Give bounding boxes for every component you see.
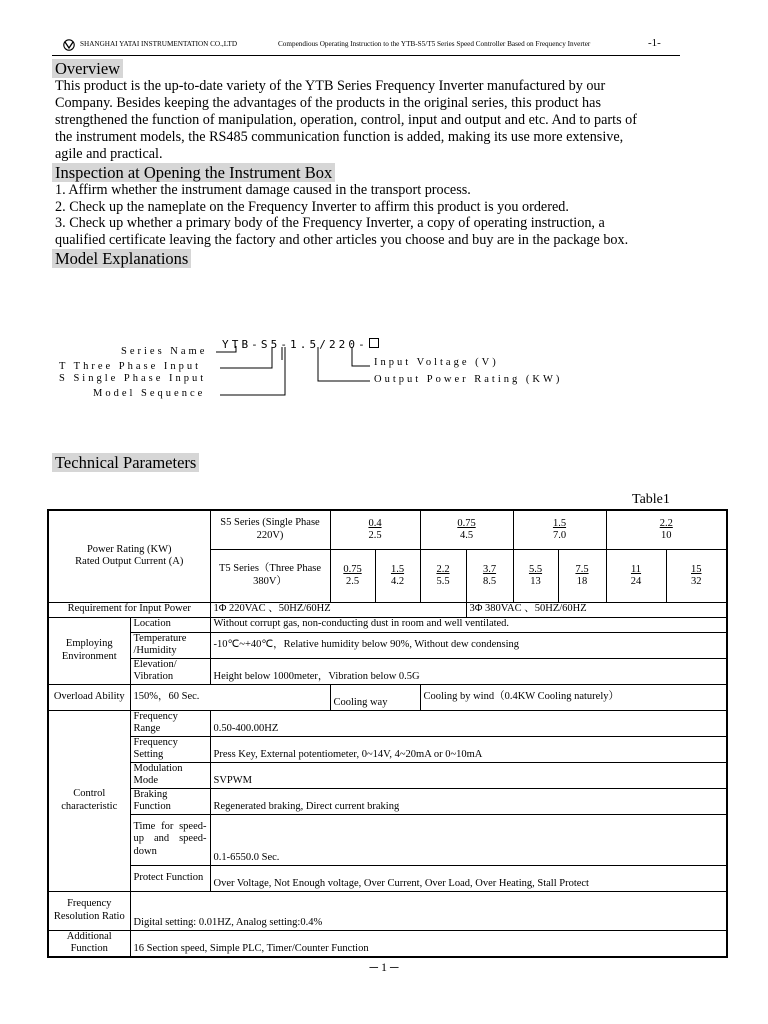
output-power-label: Output Power Rating (KW) [374, 374, 563, 385]
control-item-name: Braking Function [130, 788, 210, 814]
resolution-value: Digital setting: 0.01HZ, Analog setting:0.4% [130, 891, 727, 930]
single-phase-label: S Single Phase Input [59, 373, 207, 384]
footer-page-number: ─ 1 ─ [369, 960, 399, 974]
input-power-label: Requirement for Input Power [48, 602, 210, 617]
input-voltage-leader [352, 347, 370, 366]
inspection-heading: Inspection at Opening the Instrument Box [52, 163, 335, 182]
cooling-value: Cooling by wind（0.4KW Cooling naturely） [420, 684, 727, 710]
control-row [48, 788, 727, 814]
t5-cell [330, 549, 375, 602]
environment-item-value: Without corrupt gas, non-conducting dust in room and well ventilated. [210, 617, 727, 632]
model-heading: Model Explanations [52, 249, 191, 268]
power-value: 15 [691, 563, 702, 575]
control-item-value: SVPWM [210, 762, 727, 788]
overload-row [48, 684, 727, 710]
control-row [48, 814, 727, 865]
power-value: 1.5 [390, 563, 405, 575]
model-sequence-leader [220, 347, 285, 395]
control-item-value: 0.1-6550.0 Sec. [210, 814, 727, 865]
input-power-row [48, 602, 727, 617]
overview-line: strengthened the function of manipulation, operation, control, input and output and etc. And to parts of [55, 112, 637, 128]
overview-line: This product is the up-to-date variety of the YTB Series Frequency Inverter manufactured by our [55, 78, 606, 94]
power-rating-header [48, 510, 210, 602]
current-value: 10 [661, 529, 672, 541]
s5-row [48, 510, 727, 549]
environment-item-name: Temperature /Humidity [130, 632, 210, 658]
inspection-item: qualified certificate leaving the factory and other articles you choose and buy are in the package box. [55, 232, 629, 248]
t5-cell [558, 549, 606, 602]
environment-row [48, 658, 727, 684]
inspection-item: 2. Check up the nameplate on the Frequency Inverter to affirm this product is you ordered. [55, 199, 569, 215]
s5-cell [606, 510, 727, 549]
company-name: SHANGHAI YATAI INSTRUMENTATION CO.,LTD [80, 40, 238, 48]
s5-cell [513, 510, 606, 549]
control-item-name: Frequency Range [130, 710, 210, 736]
power-rating-label: Power Rating (KW) [86, 543, 172, 555]
current-value: 13 [530, 575, 541, 587]
control-row [48, 865, 727, 891]
current-value: 4.5 [459, 529, 474, 541]
s5-cell [420, 510, 513, 549]
overview-heading: Overview [52, 59, 123, 78]
power-value: 3.7 [482, 563, 497, 575]
current-value: 2.5 [368, 529, 382, 541]
resolution-label: Frequency Resolution Ratio [48, 891, 130, 930]
control-item-value: Press Key, External potentiometer, 0~14V, 4~20mA or 0~10mA [210, 736, 727, 762]
power-value: 11 [630, 563, 642, 575]
model-code-text: YTB-S5-1.5/220- [222, 338, 368, 351]
series-name-label: Series Name [121, 346, 208, 357]
control-row [48, 710, 727, 736]
control-row [48, 736, 727, 762]
t5-cell [606, 549, 666, 602]
inspection-item: 3. Check up whether a primary body of the Frequency Inverter, a copy of operating instruction, a [55, 215, 605, 231]
s5-series-label: S5 Series (Single Phase 220V) [210, 510, 330, 549]
current-value: 5.5 [436, 575, 450, 587]
power-value: 7.5 [575, 563, 589, 575]
current-value: 18 [576, 575, 588, 587]
three-phase-label: T Three Phase Input [59, 361, 202, 372]
current-value: 2.5 [345, 575, 360, 587]
s5-cell [330, 510, 420, 549]
input-single-phase: 1Φ 220VAC 、50HZ/60HZ [210, 602, 466, 617]
environment-item-name: Elevation/ Vibration [130, 658, 210, 684]
environment-item-value: Height below 1000meter，Vibration below 0.5G [210, 658, 727, 684]
input-voltage-label: Input Voltage (V) [374, 357, 499, 368]
overload-label: Overload Ability [48, 684, 130, 710]
additional-label: Additional Function [48, 930, 130, 957]
t5-cell [375, 549, 420, 602]
phase-leader [220, 347, 272, 368]
technical-heading: Technical Parameters [52, 453, 199, 472]
t5-cell [513, 549, 558, 602]
t5-cell [666, 549, 727, 602]
overload-value: 150%，60 Sec. [130, 684, 330, 710]
current-value: 24 [630, 575, 642, 587]
environment-label: Employing Environment [48, 617, 130, 684]
overview-line: the instrument models, the RS485 communication function is added, making its use more extensive, [55, 129, 624, 145]
resolution-row [48, 891, 727, 930]
environment-row [48, 632, 727, 658]
overview-line: agile and practical. [55, 146, 163, 162]
control-item-value: Regenerated braking, Direct current braking [210, 788, 727, 814]
control-label: Control characteristic [48, 710, 130, 891]
power-value: 1.5 [552, 517, 567, 529]
current-value: 8.5 [482, 575, 497, 587]
power-value: 5.5 [528, 563, 543, 575]
table-label: Table1 [632, 492, 670, 507]
header-page-number: -1- [648, 37, 661, 49]
current-value: 7.0 [552, 529, 567, 541]
overview-line: Company. Besides keeping the advantages of the products in the original series, this product has [55, 95, 601, 111]
power-value: 2.2 [659, 517, 673, 529]
output-power-leader [318, 347, 370, 381]
model-sequence-label: Model Sequence [93, 388, 206, 399]
control-item-name: Protect Function [130, 865, 210, 891]
control-item-value: 0.50-400.00HZ [210, 710, 727, 736]
additional-value: 16 Section speed, Simple PLC, Timer/Counter Function [130, 930, 727, 957]
current-value: 4.2 [390, 575, 405, 587]
rated-current-label: Rated Output Current (A) [75, 556, 184, 568]
inspection-item: 1. Affirm whether the instrument damage caused in the transport process. [55, 182, 471, 198]
t5-cell [420, 549, 466, 602]
control-item-name: Frequency Setting [130, 736, 210, 762]
power-value: 2.2 [436, 563, 450, 575]
control-item-name: Modulation Mode [130, 762, 210, 788]
cooling-label: Cooling way [330, 684, 420, 710]
series-name-leader [216, 346, 236, 352]
environment-row [48, 617, 727, 632]
technical-parameters-table [47, 509, 728, 958]
environment-item-name: Location [130, 617, 210, 632]
control-row [48, 762, 727, 788]
control-item-value: Over Voltage, Not Enough voltage, Over Current, Over Load, Over Heating, Stall Protect [210, 865, 727, 891]
power-value: 0.75 [457, 517, 476, 529]
power-value: 0.75 [343, 563, 362, 575]
document-description: Compendious Operating Instruction to the YTB-S5/T5 Series Speed Controller Based on Frequency Inverter [278, 40, 591, 48]
input-three-phase: 3Φ 380VAC 、50HZ/60HZ [466, 602, 727, 617]
t5-series-label: T5 Series（Three Phase 380V） [210, 549, 330, 602]
power-value: 0.4 [368, 517, 382, 529]
additional-row [48, 930, 727, 957]
t5-cell [466, 549, 513, 602]
environment-item-value: -10℃~+40℃，Relative humidity below 90%, Without dew condensing [210, 632, 727, 658]
current-value: 32 [691, 575, 702, 587]
control-item-name: Time for speed-up and speed-down [130, 814, 210, 865]
